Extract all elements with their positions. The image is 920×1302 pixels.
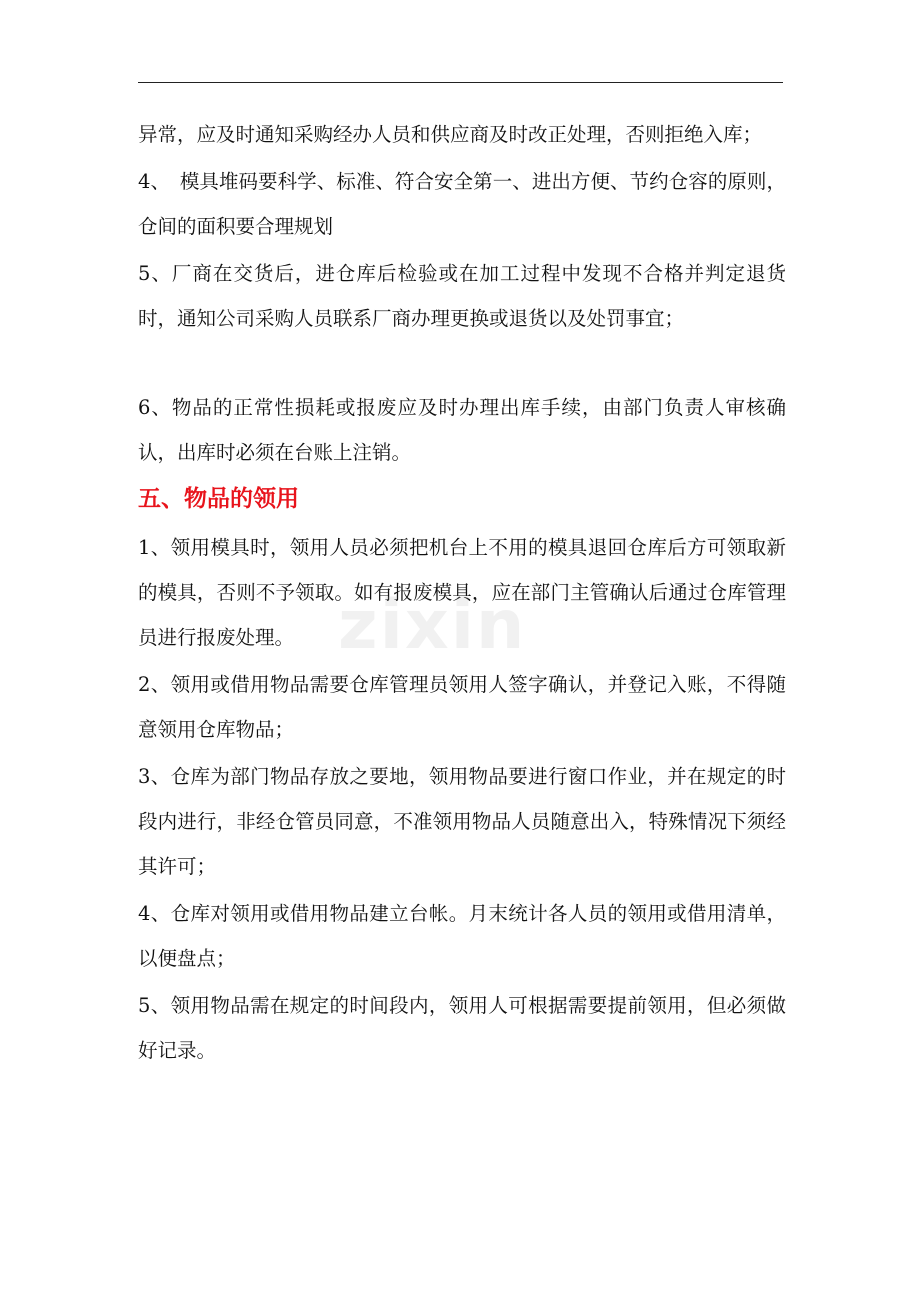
document-body <box>138 112 786 1073</box>
paragraph: 1、领用模具时，领用人员必须把机台上不用的模具退回仓库后方可领取新的模具，否则不予领取。如有报废模具，应在部门主管确认后通过仓库管理员进行报废处理。 <box>138 536 786 649</box>
paragraph: 4、仓库对领用或借用物品建立台帐。月末统计各人员的领用或借用清单，以便盘点； <box>138 902 786 970</box>
header-rule <box>138 82 783 83</box>
section-title: 五、物品的领用 <box>138 486 299 512</box>
paragraph: 3、仓库为部门物品存放之要地，领用物品要进行窗口作业，并在规定的时段内进行，非经仓管员同意，不准领用物品人员随意出入，特殊情况下须经其许可； <box>138 765 786 878</box>
paragraph: 5、领用物品需在规定的时间段内，领用人可根据需要提前领用，但必须做好记录。 <box>138 994 786 1062</box>
paragraph: 5、厂商在交货后，进仓库后检验或在加工过程中发现不合格并判定退货时，通知公司采购人员联系厂商办理更换或退货以及处罚事宜； <box>138 262 786 330</box>
watermark: zixin <box>338 586 527 665</box>
paragraph: 6、物品的正常性损耗或报废应及时办理出库手续，由部门负责人审核确认，出库时必须在台账上注销。 <box>138 396 786 464</box>
paragraph: 异常，应及时通知采购经办人员和供应商及时改正处理，否则拒绝入库； <box>138 123 763 146</box>
paragraph: 2、领用或借用物品需要仓库管理员领用人签字确认，并登记入账，不得随意领用仓库物品； <box>138 673 786 741</box>
paragraph: 4、 模具堆码要科学、标准、符合安全第一、进出方便、节约仓容的原则，仓间的面积要合理规划 <box>138 170 786 238</box>
blank-line <box>138 341 786 385</box>
